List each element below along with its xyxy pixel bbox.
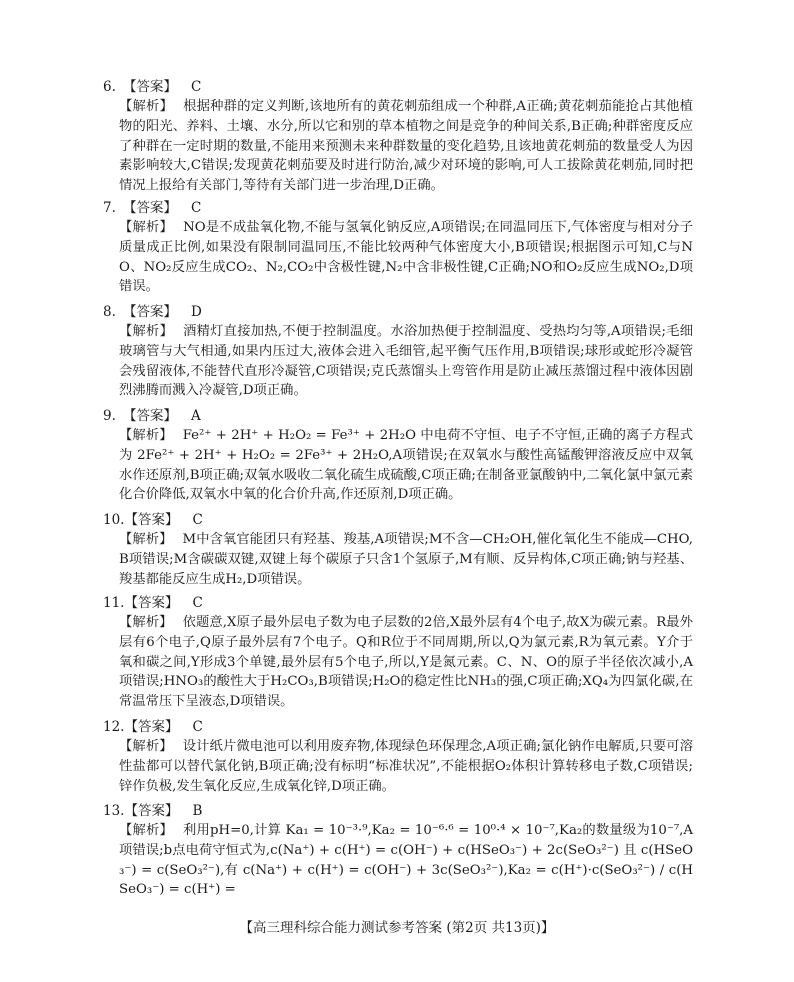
answer-block-13 bbox=[103, 802, 693, 900]
question-number: 6. bbox=[103, 79, 116, 95]
explanation bbox=[103, 613, 693, 712]
answer-label: 【答案】 bbox=[123, 408, 177, 424]
answer-label: 【答案】 bbox=[124, 803, 179, 819]
answer-choice: C bbox=[191, 200, 202, 216]
question-number: 9. bbox=[103, 408, 116, 424]
question-number: 7. bbox=[103, 200, 116, 216]
answer-label: 【答案】 bbox=[123, 200, 177, 216]
answer-line bbox=[103, 802, 693, 821]
explanation-text: 设计纸片微电池可以利用废弃物,体现绿色环保理念,A项正确;氯化钠作电解质,只要可溶性盐都可以替代氯化钠,B项正确;没有标明“标准状况”,不能根据O₂体积计算转移电子数,C项错误;锌作负极,发生氧化反应,生成氧化锌,D项正确。 bbox=[119, 739, 693, 794]
explanation bbox=[103, 821, 693, 900]
answer-choice: C bbox=[192, 512, 203, 528]
answer-choice: C bbox=[191, 79, 202, 95]
explanation-text: NO是不成盐氧化物,不能与氢氧化钠反应,A项错误;在同温同压下,气体密度与相对分子质量成正比例,如果没有限制同温同压,不能比较两种气体密度大小,B项错误;根据图示可知,C与NO、NO₂反应生成CO₂、N₂,CO₂中含极性键,N₂中含非极性键,C正确;NO和O₂反应生成NO₂,D项错误。 bbox=[119, 220, 693, 295]
answer-block-6 bbox=[103, 78, 693, 196]
answer-line bbox=[103, 594, 693, 613]
explanation-label: 【解析】 bbox=[119, 220, 174, 235]
answer-block-11 bbox=[103, 594, 693, 712]
explanation-text: 依题意,X原子最外层电子数为电子层数的2倍,X最外层有4个电子,故X为碳元素。R最外层有6个电子,Q原子最外层有7个电子。Q和R位于不同周期,所以,Q为氯元素,R为氧元素。Y介于氧和碳之间,Y形成3个单键,最外层有5个电子,所以,Y是氮元素。C、N、O的原子半径依次减小,A项错误;HNO₃的酸性大于H₂CO₃,B项错误;H₂O的稳定性比NH₃的强,C项正确;XQ₄为四氯化碳,在常温常压下呈液态,D项错误。 bbox=[119, 615, 693, 710]
answer-block-9 bbox=[103, 407, 693, 505]
explanation bbox=[103, 737, 693, 796]
question-number: 11. bbox=[103, 595, 125, 611]
explanation-text: M中含氧官能团只有羟基、羧基,A项错误;M不含—CH₂OH,催化氧化生不能成—CHO,B项错误;M含碳碳双键,双键上每个碳原子只含1个氢原子,M有顺、反异构体,C项正确;钠与羟基、羧基都能反应生成H₂,D项错误。 bbox=[119, 532, 694, 587]
explanation-label: 【解析】 bbox=[119, 615, 173, 630]
explanation bbox=[103, 97, 693, 196]
answer-choice: A bbox=[191, 408, 201, 424]
explanation bbox=[103, 322, 693, 401]
explanation-label: 【解析】 bbox=[119, 324, 174, 339]
answer-block-8 bbox=[103, 303, 693, 401]
explanation bbox=[103, 426, 693, 505]
explanation bbox=[103, 218, 693, 297]
answer-line bbox=[103, 407, 693, 426]
answer-line bbox=[103, 303, 693, 322]
answer-choice: B bbox=[192, 803, 203, 819]
answer-line bbox=[103, 718, 693, 737]
explanation-text: 根据种群的定义判断,该地所有的黄花刺茄组成一个种群,A正确;黄花刺茄能抢占其他植物的阳光、养料、土壤、水分,所以它和别的草本植物之间是竞争的种间关系,B正确;种群密度反应了种群在一定时期的数量,不能用来预测未来种群数量的变化趋势,且该地黄花刺茄的数量受人为因素影响较大,C错误;发现黄花刺茄要及时进行防治,减少对环境的影响,可人工拔除黄花刺茄,同时把情况上报给有关部门,等待有关部门进一步治理,D正确。 bbox=[119, 99, 693, 194]
answer-line bbox=[103, 199, 693, 218]
answer-line bbox=[103, 78, 693, 97]
explanation-text: Fe²⁺ + 2H⁺ + H₂O₂ = Fe³⁺ + 2H₂O 中电荷不守恒、电子不守恒,正确的离子方程式为 2Fe²⁺ + 2H⁺ + H₂O₂ = 2Fe³⁺ + 2H₂O,A项错误;在双氧水与酸性高锰酸钾溶液反应中双氧水作还原剂,B项正确;双氧水吸收二氧化硫生成硫酸,C项正确;在制备亚氯酸钠中,二氧化氯中氯元素化合价降低,双氧水中氧的化合价升高,作还原剂,D项正确。 bbox=[119, 428, 693, 503]
answer-choice: C bbox=[192, 719, 203, 735]
page-footer: 【高三理科综合能力测试参考答案 (第2页 共13页)】 bbox=[239, 920, 555, 936]
question-number: 12. bbox=[103, 719, 125, 735]
answer-block-12 bbox=[103, 718, 693, 796]
question-number: 10. bbox=[103, 512, 125, 528]
answer-choice: D bbox=[191, 304, 202, 320]
question-number: 13. bbox=[103, 803, 125, 819]
explanation-label: 【解析】 bbox=[119, 428, 173, 443]
answer-label: 【答案】 bbox=[123, 79, 177, 95]
question-number: 8. bbox=[103, 304, 116, 320]
explanation-text: 酒精灯直接加热,不便于控制温度。水浴加热便于控制温度、受热均匀等,A项错误;毛细玻璃管与大气相通,如果内压过大,液体会进入毛细管,起平衡气压作用,B项错误;球形或蛇形冷凝管会残留液体,不能替代直形冷凝管,C项错误;克氏蒸馏头上弯管作用是防止减压蒸馏过程中液体因剧烈沸腾而溅入冷凝管,D项正确。 bbox=[119, 324, 693, 399]
answer-label: 【答案】 bbox=[123, 304, 177, 320]
explanation bbox=[103, 530, 693, 589]
explanation-label: 【解析】 bbox=[119, 739, 173, 754]
explanation-text: 利用pH=0,计算 Ka₁ = 10⁻³·⁹,Ka₂ = 10⁻⁶·⁶ = 10⁰·⁴ × 10⁻⁷,Ka₂的数量级为10⁻⁷,A项错误;b点电荷守恒式为,c(Na⁺) + c(H⁺) = c(OH⁻) + c(HSeO₃⁻) + 2c(SeO₃²⁻) 且 c(HSeO₃⁻) = c(SeO₃²⁻),有 c(Na⁺) + c(H⁺) = c(OH⁻) + 3c(SeO₃²⁻),Ka₂ = c(H⁺)·c(SeO₃²⁻) / c(HSeO₃⁻) = c(H⁺) = bbox=[119, 823, 693, 898]
answer-label: 【答案】 bbox=[124, 512, 179, 528]
answer-choice: C bbox=[192, 595, 203, 611]
answer-label: 【答案】 bbox=[124, 595, 179, 611]
answer-label: 【答案】 bbox=[124, 719, 179, 735]
explanation-label: 【解析】 bbox=[119, 99, 174, 114]
explanation-label: 【解析】 bbox=[119, 532, 173, 547]
answer-block-10 bbox=[103, 511, 693, 589]
answer-line bbox=[103, 511, 693, 530]
explanation-label: 【解析】 bbox=[119, 823, 173, 838]
answer-block-7 bbox=[103, 199, 693, 297]
